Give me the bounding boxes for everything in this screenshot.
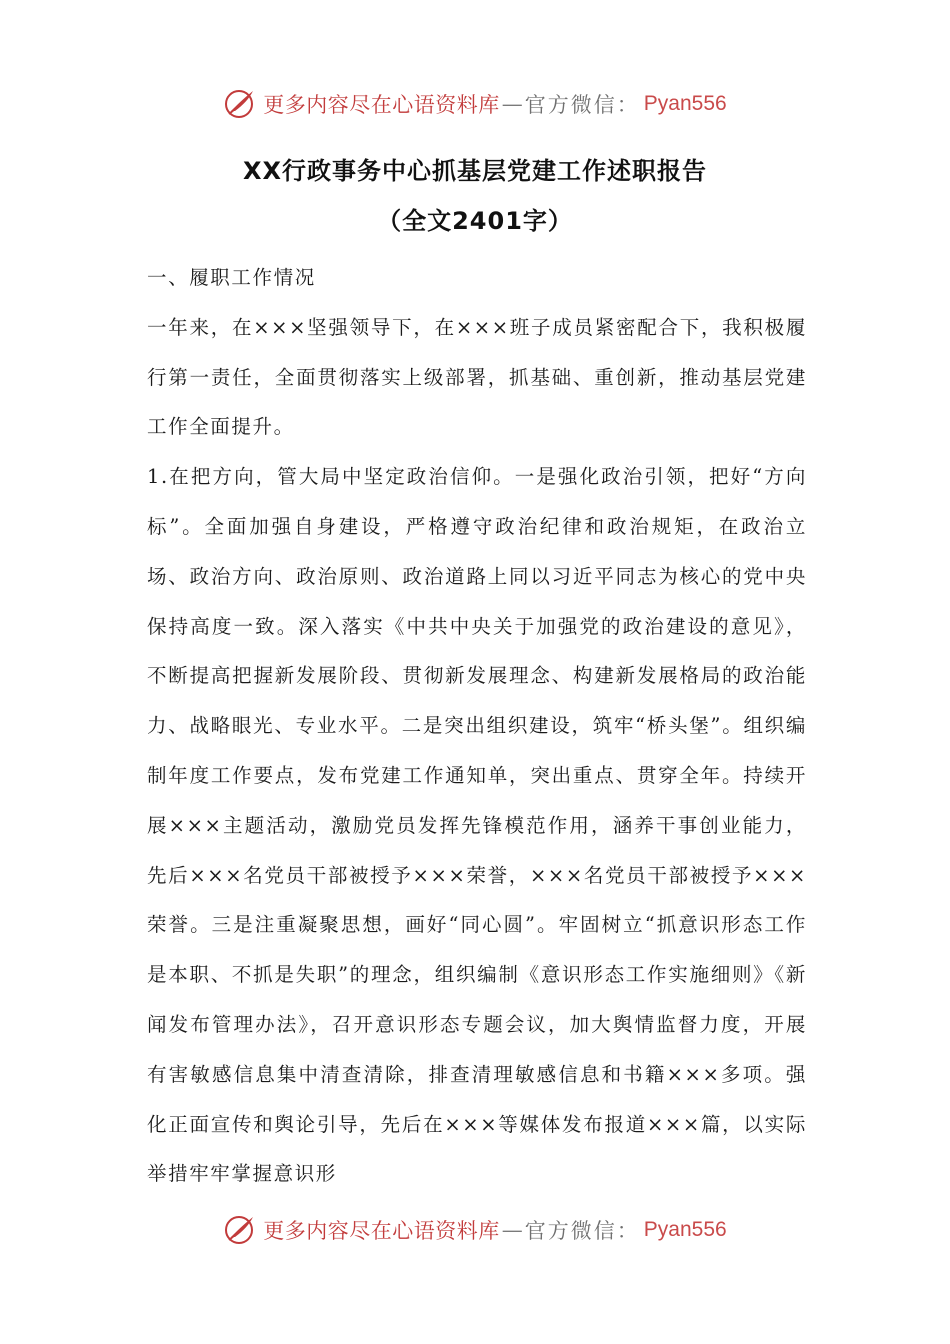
document-subtitle: （全文2401字） [377,207,573,235]
paragraph-1: 1.在把方向，管大局中坚定政治信仰。一是强化政治引领，把好“方向标”。全面加强自身建设，严格遵守政治纪律和政治规矩，在政治立场、政治方向、政治原则、政治道路上同以习近平同志为核心的党中央保持高度一致。深入落实《中共中央关于加强党的政治建设的意见》，不断提高把握新发展阶段、贯彻新发展理念、构建新发展格局的政治能力、战略眼光、专业水平。二是突出组织建设，筑牢“桥头堡”。组织编制年度工作要点，发布党建工作通知单，突出重点、贯穿全年。持续开展×××主题活动，激励党员发挥先锋模范作用，涵养干事创业能力，先后×××名党员干部被授予×××荣誉，×××名党员干部被授予×××荣誉。三是注重凝聚思想，画好“同心圆”。牢固树立“抓意识形态工作是本职、不抓是失职”的理念，组织编制《意识形态工作实施细则》《新闻发布管理办法》，召开意识形态专题会议，加大舆情监督力度，开展有害敏感信息集中清查清除，排查清理敏感信息和书籍×××多项。强化正面宣传和舆论引导，先后在×××等媒体发布报道×××篇，以实际举措牢牢掌握意识形 [147,465,807,1186]
document-body [147,253,807,1199]
quill-pen-logo-icon [223,87,257,121]
watermark-banner-bottom [0,1210,950,1250]
watermark-wechat-id: Pyan556 [643,92,727,115]
watermark-dash: — [501,1218,523,1242]
watermark-brand: 更多内容尽在心语资料库 [263,93,500,117]
paragraph-intro: 一年来，在×××坚强领导下，在×××班子成员紧密配合下，我积极履行第一责任，全面贯彻落实上级部署，抓基础、重创新，推动基层党建工作全面提升。 [147,315,807,439]
watermark-brand: 更多内容尽在心语资料库 [263,1219,500,1243]
watermark-banner-top [0,84,950,124]
document-title: XX行政事务中心抓基层党建工作述职报告 [242,157,707,185]
watermark-dash: — [501,92,523,116]
quill-pen-logo-icon [223,1213,257,1247]
watermark-wechat-id: Pyan556 [643,1218,727,1241]
section-heading: 一、履职工作情况 [147,266,316,289]
watermark-official-label: 官方微信： [524,1219,640,1243]
watermark-official-label: 官方微信： [524,93,640,117]
